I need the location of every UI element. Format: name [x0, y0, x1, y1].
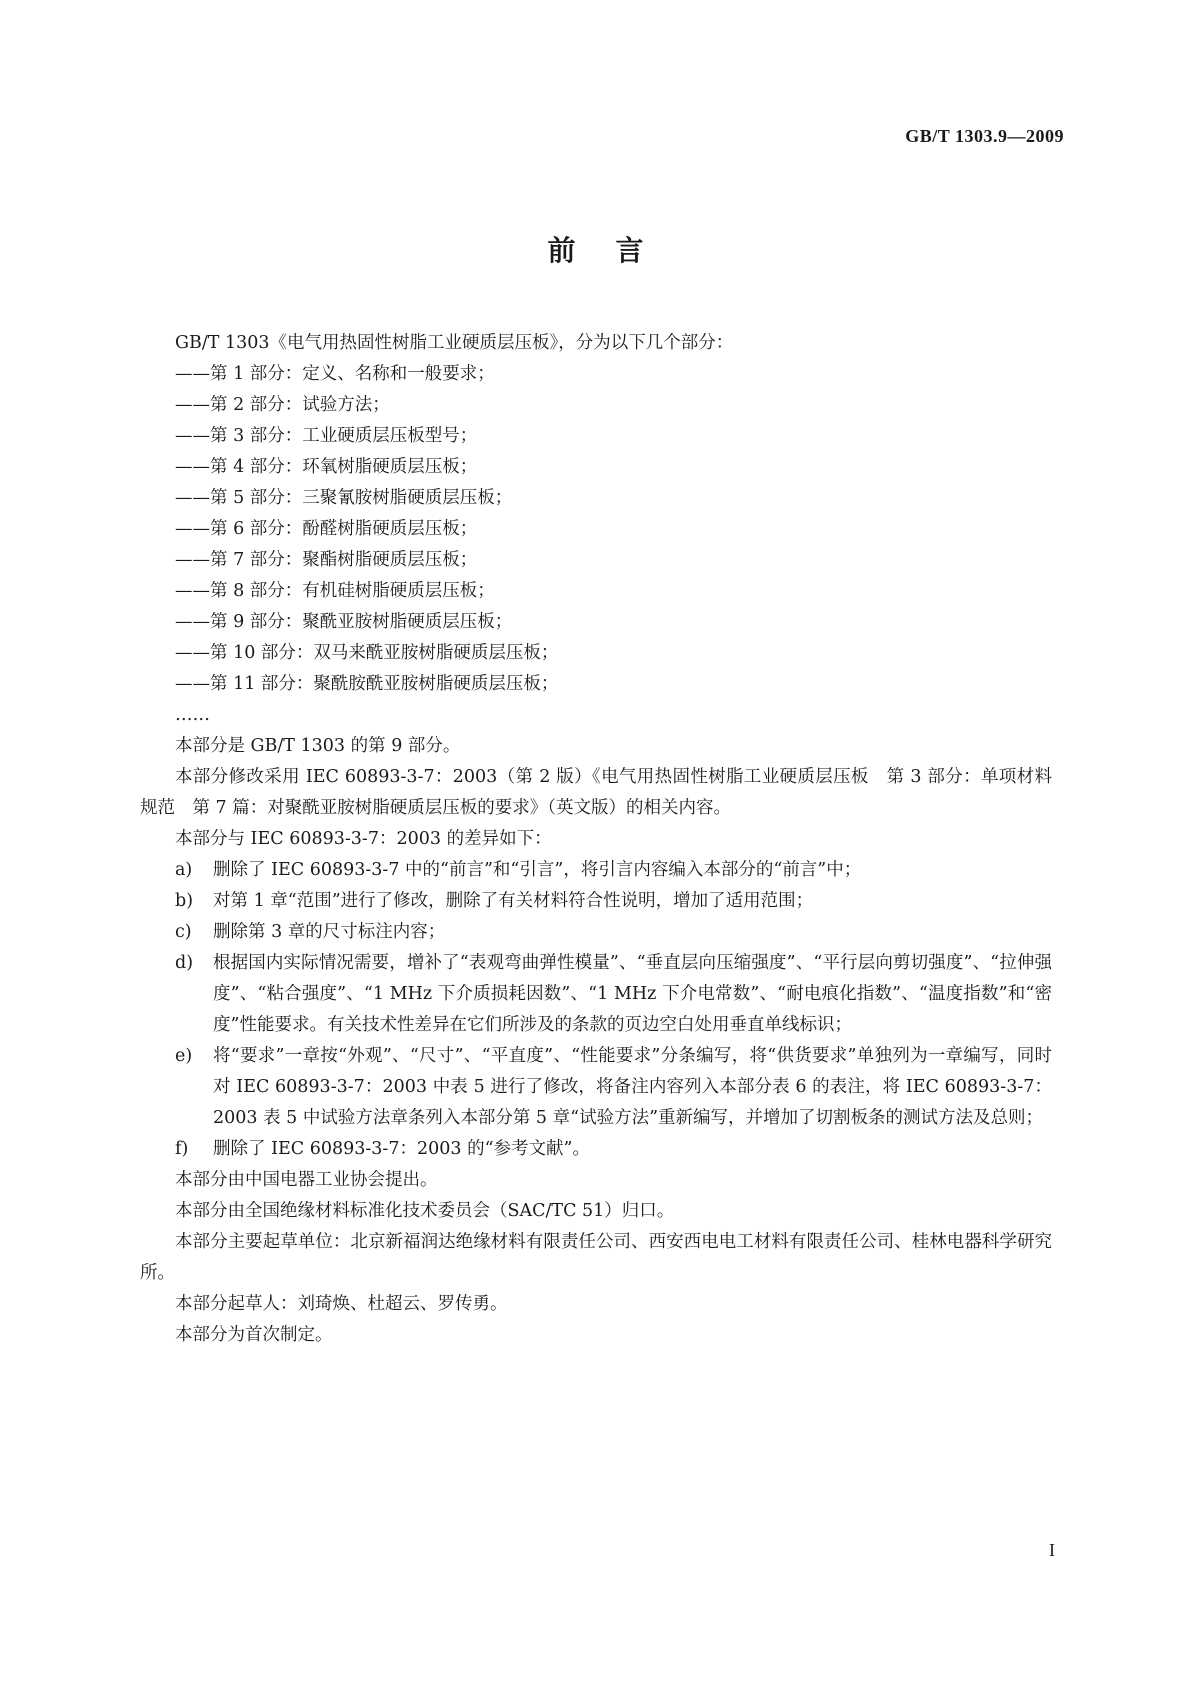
list-item: ——第 1 部分：定义、名称和一般要求；: [175, 364, 495, 384]
list-item: ——第 4 部分：环氧树脂硬质层压板；: [175, 457, 478, 477]
intro-paragraph: GB/T 1303《电气用热固性树脂工业硬质层压板》，分为以下几个部分：: [175, 333, 734, 353]
list-item: ——第 7 部分：聚酯树脂硬质层压板；: [175, 550, 478, 570]
difference-item-e: [140, 1041, 1052, 1134]
list-item: ——第 6 部分：酚醛树脂硬质层压板；: [175, 519, 478, 539]
difference-item-c: [140, 917, 1052, 948]
list-item: ——第 3 部分：工业硬质层压板型号；: [175, 426, 478, 446]
item-label: e): [175, 1046, 193, 1066]
item-text: 将“要求”一章按“外观”、“尺寸”、“平直度”、“性能要求”分条编写，将“供货要求”单独列为一章编写，同时对 IEC 60893-3-7：2003 中表 5 进行了修改，将备注内容列入本部分表 6 的表注，将 IEC 60893-3-7：2003 表 5 中试验方法章条列入本部分第 5 章“试验方法”重新编写，并增加了切割板条的测试方法及总则；: [213, 1046, 1052, 1128]
difference-item-b: [140, 886, 1052, 917]
item-label: a): [175, 860, 193, 880]
adoption-paragraph: 本部分修改采用 IEC 60893-3-7：2003（第 2 版）《电气用热固性树脂工业硬质层压板 第 3 部分：单项材料规范 第 7 篇：对聚酰亚胺树脂硬质层压板的要求》（英文版）的相关内容。: [140, 767, 1052, 818]
item-text: 根据国内实际情况需要，增补了“表观弯曲弹性模量”、“垂直层向压缩强度”、“平行层向剪切强度”、“拉伸强度”、“粘合强度”、“1 MHz 下介质损耗因数”、“1 MHz 下介电常数”、“耐电痕化指数”、“温度指数”和“密度”性能要求。有关技术性差异在它们所涉及的条款的页边空白处用垂直单线标识；: [213, 953, 1052, 1035]
drafters-paragraph: 本部分起草人：刘琦焕、杜超云、罗传勇。: [175, 1294, 508, 1314]
list-item: ——第 5 部分：三聚氰胺树脂硬质层压板；: [175, 488, 513, 508]
item-label: f): [175, 1139, 189, 1159]
list-item: ——第 10 部分：双马来酰亚胺树脂硬质层压板；: [175, 643, 559, 663]
parts-list: [140, 359, 1052, 700]
item-text: 删除第 3 章的尺寸标注内容；: [213, 922, 446, 942]
difference-item-f: [140, 1134, 1052, 1165]
list-item: ——第 8 部分：有机硅树脂硬质层压板；: [175, 581, 495, 601]
drafting-units-paragraph: 本部分主要起草单位：北京新福润达绝缘材料有限责任公司、西安西电电工材料有限责任公司、桂林电器科学研究所。: [140, 1232, 1052, 1283]
page-title: 前言: [547, 234, 684, 267]
item-text: 删除了 IEC 60893-3-7 中的“前言”和“引言”，将引言内容编入本部分的“前言”中；: [213, 860, 862, 880]
item-text: 删除了 IEC 60893-3-7：2003 的“参考文献”。: [213, 1139, 590, 1159]
standard-number: GB/T 1303.9—2009: [905, 126, 1064, 146]
differences-list: [140, 855, 1052, 1165]
page-number: I: [1049, 1540, 1055, 1560]
differences-intro-paragraph: 本部分与 IEC 60893-3-7：2003 的差异如下：: [175, 829, 552, 849]
difference-item-a: [140, 855, 1052, 886]
item-label: d): [175, 953, 194, 973]
proposed-paragraph: 本部分由中国电器工业协会提出。: [175, 1170, 438, 1190]
centralized-paragraph: 本部分由全国绝缘材料标准化技术委员会（SAC/TC 51）归口。: [175, 1201, 675, 1221]
list-item: ——第 2 部分：试验方法；: [175, 395, 390, 415]
list-item: ——第 11 部分：聚酰胺酰亚胺树脂硬质层压板；: [175, 674, 559, 694]
list-item: ——第 9 部分：聚酰亚胺树脂硬质层压板；: [175, 612, 513, 632]
first-edition-paragraph: 本部分为首次制定。: [175, 1325, 333, 1345]
ellipsis: ……: [175, 705, 210, 725]
item-label: b): [175, 891, 194, 911]
foreword-body: [140, 328, 1052, 1351]
item-text: 对第 1 章“范围”进行了修改，删除了有关材料符合性说明，增加了适用范围；: [213, 891, 814, 911]
difference-item-d: [140, 948, 1052, 1041]
item-label: c): [175, 922, 192, 942]
part-of-paragraph: 本部分是 GB/T 1303 的第 9 部分。: [175, 736, 461, 756]
